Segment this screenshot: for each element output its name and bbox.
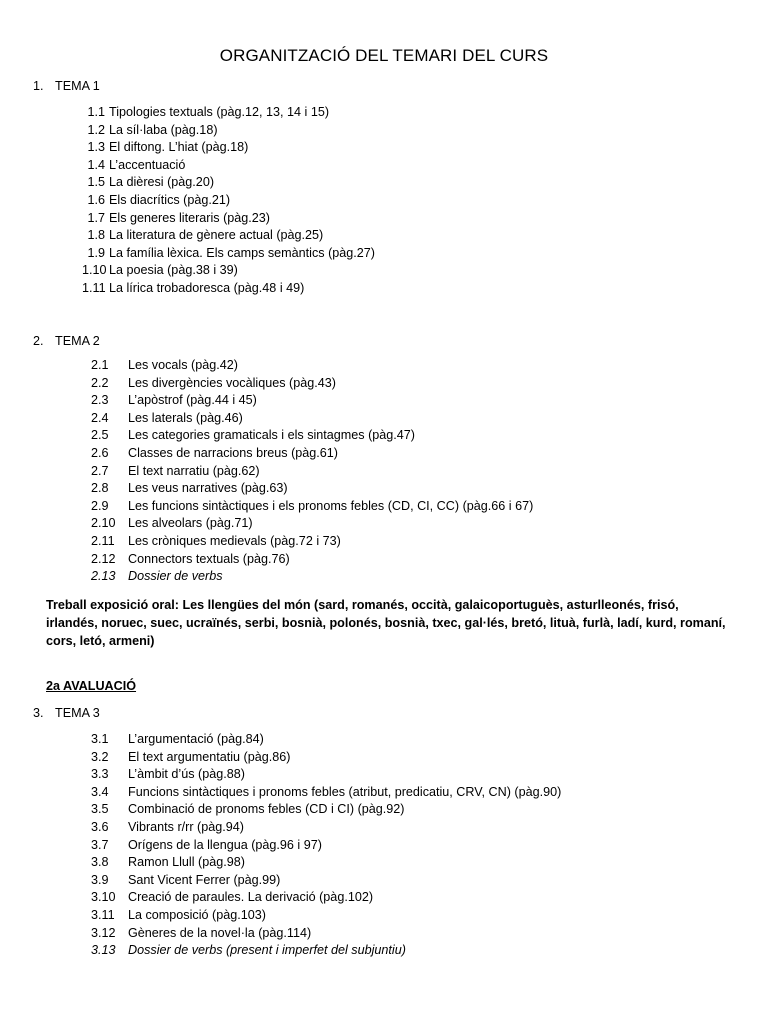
item-number: 1.6: [87, 192, 105, 207]
item-number: 2.11: [91, 533, 115, 548]
item-number: 3.9: [91, 872, 109, 887]
item-number: 1.5: [87, 175, 105, 190]
item-text: Creació de paraules. La derivació (pàg.102): [128, 890, 374, 905]
item-number: 2.1: [91, 358, 109, 372]
list-item: [82, 227, 375, 245]
item-text: La lírica trobadoresca (pàg.48 i 49): [109, 280, 305, 295]
item-text: La composició (pàg.103): [128, 907, 266, 922]
item-number: 2.6: [91, 445, 109, 460]
item-number: 3.11: [91, 907, 115, 922]
item-text: Connectors textuals (pàg.76): [128, 551, 290, 566]
item-text: Vibrants r/rr (pàg.94): [128, 819, 244, 834]
list-item: [91, 749, 561, 767]
list-item: [82, 262, 375, 280]
list-item: [82, 104, 375, 122]
item-number: 1.9: [87, 245, 105, 260]
item-number: 1.8: [87, 228, 105, 243]
item-text: Les divergències vocàliques (pàg.43): [128, 375, 336, 390]
list-item: [91, 357, 533, 375]
item-text: El diftong. L’hiat (pàg.18): [109, 140, 249, 155]
item-number: 3.3: [91, 767, 109, 782]
topic-2-heading: [33, 334, 100, 348]
item-number: 2.9: [91, 498, 109, 513]
item-text: El text argumentatiu (pàg.86): [128, 749, 291, 764]
page-title: ORGANITZACIÓ DEL TEMARI DEL CURS: [219, 46, 549, 65]
list-item: [91, 784, 561, 802]
list-item: [91, 410, 533, 428]
list-item: [82, 174, 375, 192]
item-number: 2.4: [91, 410, 109, 425]
list-item: [91, 551, 533, 569]
item-text: La literatura de gènere actual (pàg.25): [109, 228, 324, 243]
topic-label: TEMA 2: [55, 334, 100, 348]
item-number: 3.6: [91, 819, 109, 834]
topic-number: 2.: [33, 334, 44, 348]
item-number: 2.10: [91, 516, 116, 531]
item-text: L’argumentació (pàg.84): [128, 732, 264, 746]
item-text: La poesia (pàg.38 i 39): [109, 263, 238, 278]
item-text: Classes de narracions breus (pàg.61): [128, 445, 339, 460]
list-item: [91, 731, 561, 749]
topic-1-heading: [33, 79, 100, 93]
item-text: Combinació de pronoms febles (CD i CI) (pàg.92): [128, 802, 405, 817]
list-item: [82, 157, 375, 175]
item-text: Els diacrítics (pàg.21): [109, 192, 231, 207]
list-item: [91, 837, 561, 855]
item-text: Sant Vicent Ferrer (pàg.99): [128, 872, 281, 887]
item-number: 1.10: [82, 263, 107, 278]
topic-label: TEMA 3: [55, 706, 100, 720]
item-number: 3.7: [91, 837, 109, 852]
list-item: [91, 907, 561, 925]
list-item: [91, 533, 533, 551]
item-number: 1.11: [82, 280, 106, 295]
item-text: Les vocals (pàg.42): [128, 358, 238, 372]
item-text: L’accentuació: [109, 157, 186, 172]
list-item: [91, 819, 561, 837]
item-number: 3.1: [91, 732, 109, 746]
list-item: [82, 122, 375, 140]
evaluation-heading: 2a AVALUACIÓ: [46, 679, 137, 693]
list-item: [82, 245, 375, 263]
item-text: Els generes literaris (pàg.23): [109, 210, 270, 225]
item-text: La dièresi (pàg.20): [109, 175, 215, 190]
list-item: [91, 427, 533, 445]
item-number: 1.3: [87, 140, 105, 155]
item-number: 3.2: [91, 749, 109, 764]
item-number: 2.12: [91, 551, 116, 566]
item-number: 2.3: [91, 393, 109, 408]
topic-label: TEMA 1: [55, 79, 100, 93]
item-number: 3.12: [91, 925, 116, 940]
list-item: [91, 801, 561, 819]
list-item: [91, 375, 533, 393]
item-number: 1.2: [87, 122, 105, 137]
item-number: 1.1: [87, 105, 105, 119]
list-item: [91, 392, 533, 410]
list-item: [91, 498, 533, 516]
item-text: Funcions sintàctiques i pronoms febles (atribut, predicatiu, CRV, CN) (pàg.90): [128, 784, 562, 799]
item-text: El text narratiu (pàg.62): [128, 463, 260, 478]
item-text: L’apòstrof (pàg.44 i 45): [128, 393, 257, 408]
list-item: [91, 463, 533, 481]
item-text: L’àmbit d’ús (pàg.88): [128, 767, 245, 782]
list-item: [91, 515, 533, 533]
item-number: 3.13: [91, 943, 116, 958]
list-item: [91, 766, 561, 784]
item-number: 1.4: [87, 157, 105, 172]
item-text: Dossier de verbs: [128, 569, 223, 584]
item-number: 2.2: [91, 375, 109, 390]
item-text: Les laterals (pàg.46): [128, 410, 243, 425]
item-number: 3.5: [91, 802, 109, 817]
item-text: Les cròniques medievals (pàg.72 i 73): [128, 533, 341, 548]
topic-3-list: [91, 731, 561, 960]
item-text: Les categories gramaticals i els sintagmes (pàg.47): [128, 428, 415, 443]
topic-3-heading: [33, 706, 100, 720]
item-text: Dossier de verbs (present i imperfet del subjuntiu): [128, 943, 406, 958]
item-text: Les funcions sintàctiques i els pronoms febles (CD, CI, CC) (pàg.66 i 67): [128, 498, 534, 513]
list-item: [91, 445, 533, 463]
list-item: [82, 139, 375, 157]
topic-number: 1.: [33, 79, 44, 93]
item-text: Tipologies textuals (pàg.12, 13, 14 i 15): [109, 105, 330, 119]
list-item: [91, 925, 561, 943]
item-text: Ramon Llull (pàg.98): [128, 855, 245, 870]
item-number: 2.8: [91, 481, 109, 496]
item-text: Les alveolars (pàg.71): [128, 516, 253, 531]
list-item: [91, 889, 561, 907]
item-number: 3.8: [91, 855, 109, 870]
topic-number: 3.: [33, 706, 44, 720]
list-item: [91, 872, 561, 890]
list-item: [91, 942, 561, 960]
item-text: La família lèxica. Els camps semàntics (pàg.27): [109, 245, 375, 260]
list-item: [91, 568, 533, 586]
list-item: [91, 480, 533, 498]
item-text: Orígens de la llengua (pàg.96 i 97): [128, 837, 322, 852]
item-number: 2.5: [91, 428, 109, 443]
topic-2-list: [91, 357, 533, 586]
item-number: 2.13: [91, 569, 116, 584]
item-number: 2.7: [91, 463, 109, 478]
item-text: Les veus narratives (pàg.63): [128, 481, 288, 496]
topic-1-list: [82, 104, 375, 298]
oral-work-note: Treball exposició oral: Les llengües del món (sard, romanés, occità, galaicoportuguès, asturlleonés, frisó, irlandés, noruec, suec, ucraïnés, serbi, bosnià, polonés, bosnià, txec, gal·lés, bretó, lituà, furlà, ladí, kurd, romaní, cors, letó, armeni): [46, 598, 726, 648]
item-number: 1.7: [87, 210, 105, 225]
list-item: [82, 210, 375, 228]
item-number: 3.10: [91, 890, 116, 905]
item-text: Gèneres de la novel·la (pàg.114): [128, 925, 312, 940]
list-item: [82, 280, 375, 298]
list-item: [82, 192, 375, 210]
item-number: 3.4: [91, 784, 109, 799]
item-text: La síl·laba (pàg.18): [109, 122, 218, 137]
list-item: [91, 854, 561, 872]
